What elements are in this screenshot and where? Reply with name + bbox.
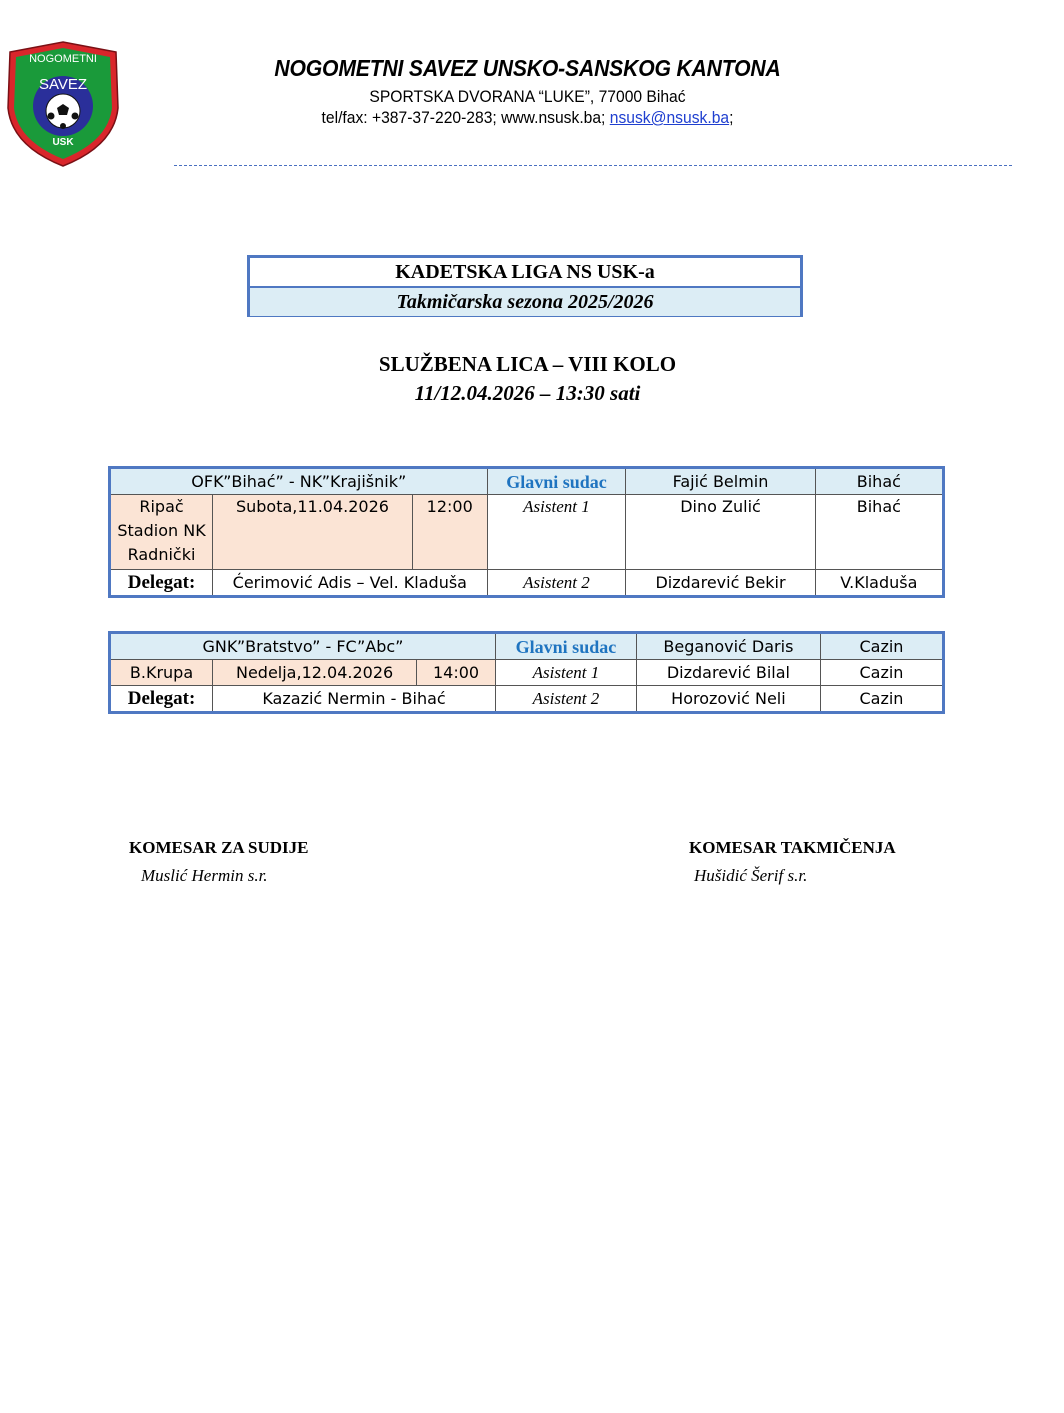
organization-contact [263, 108, 792, 128]
contact-suffix: ; [729, 108, 734, 127]
main-referee-city: Bihać [815, 468, 943, 495]
assistant1-label: Asistent 1 [495, 660, 636, 686]
match-date: Subota,11.04.2026 [213, 495, 413, 570]
round-datetime: 11/12.04.2026 – 13:30 sati [414, 381, 641, 405]
main-referee-name: Fajić Belmin [626, 468, 815, 495]
assistant1-city: Cazin [820, 660, 943, 686]
round-title: SLUŽBENA LICA – VIII KOLO [378, 352, 677, 376]
referee-commissioner-title: KOMESAR ZA SUDIJE [129, 838, 309, 857]
nsusk-logo [4, 38, 122, 170]
referee-commissioner-name: Muslić Hermin s.r. [141, 866, 268, 885]
match-time: 12:00 [412, 495, 487, 570]
assistant1-city: Bihać [815, 495, 943, 570]
assistant2-city: V.Kladuša [815, 570, 943, 597]
delegate-name: Ćerimović Adis – Vel. Kladuša [213, 570, 488, 597]
main-referee-city: Cazin [820, 633, 943, 660]
match-table-1 [108, 466, 945, 598]
header-divider [174, 165, 1012, 166]
assistant1-name: Dizdarević Bilal [636, 660, 820, 686]
organization-address: SPORTSKA DVORANA “LUKE”, 77000 Bihać [369, 87, 686, 106]
match-date: Nedelja,12.04.2026 [213, 660, 417, 686]
logo-text-top: NOGOMETNI [29, 53, 97, 65]
competition-commissioner-name: Hušidić Šerif s.r. [694, 866, 808, 885]
league-title: KADETSKA LIGA NS USK-a [395, 260, 655, 283]
match-time: 14:00 [417, 660, 496, 686]
contact-prefix: tel/fax: +387-37-220-283; www.nsusk.ba; [321, 108, 610, 127]
delegate-label: Delegat: [110, 686, 213, 713]
delegate-label: Delegat: [110, 570, 213, 597]
assistant2-label: Asistent 2 [495, 686, 636, 713]
assistant2-city: Cazin [820, 686, 943, 713]
match-teams: OFK”Bihać” - NK”Krajišnik” [110, 468, 488, 495]
match-venue: Ripač Stadion NK Radnički [110, 495, 213, 570]
assistant2-label: Asistent 2 [487, 570, 626, 597]
league-box [247, 255, 803, 317]
league-season: Takmičarska sezona 2025/2026 [250, 286, 800, 316]
email-link[interactable]: nsusk@nsusk.ba [609, 108, 730, 127]
delegate-name: Kazazić Nermin - Bihać [213, 686, 496, 713]
match-venue: B.Krupa [110, 660, 213, 686]
assistant1-label: Asistent 1 [487, 495, 626, 570]
main-referee-name: Beganović Daris [636, 633, 820, 660]
match-teams: GNK”Bratstvo” - FC”Abc” [110, 633, 496, 660]
competition-commissioner-title: KOMESAR TAKMIČENJA [689, 838, 896, 857]
assistant2-name: Dizdarević Bekir [626, 570, 815, 597]
match-table-2 [108, 631, 945, 714]
logo-text-bottom: USK [52, 137, 74, 148]
organization-name: NOGOMETNI SAVEZ UNSKO-SANSKOG KANTONA [274, 55, 781, 81]
main-referee-label: Glavni sudac [495, 633, 636, 660]
logo-text-mid: SAVEZ [38, 76, 88, 93]
assistant2-name: Horozović Neli [636, 686, 820, 713]
main-referee-label: Glavni sudac [487, 468, 626, 495]
assistant1-name: Dino Zulić [626, 495, 815, 570]
